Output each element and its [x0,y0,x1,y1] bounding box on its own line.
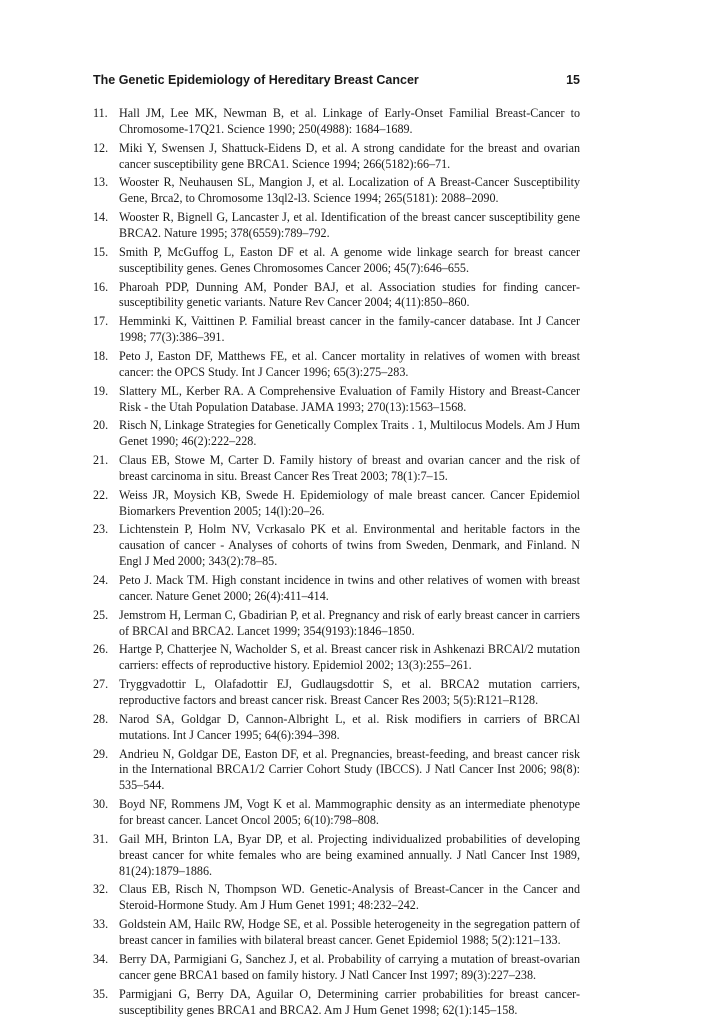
reference-number: 23. [93,522,109,537]
reference-text: Miki Y, Swensen J, Shattuck-Eidens D, et al. A strong candidate for the breast and ovarian cancer susceptibility gene BRCA1. Science 1994; 266(5182):66–71. [119,140,580,171]
reference-item [93,573,580,605]
reference-text: Peto J, Easton DF, Matthews FE, et al. Cancer mortality in relatives of women with breast cancer: the OPCS Study. Int J Cancer 1996; 65(3):275–283. [119,348,580,379]
reference-item [93,488,580,520]
reference-text: Hall JM, Lee MK, Newman B, et al. Linkage of Early-Onset Familial Breast-Cancer to Chromosome-17Q21. Science 1990; 250(4988): 1684–1689. [119,106,580,136]
reference-item [93,987,580,1019]
reference-number: 31. [93,831,109,846]
reference-number: 24. [93,573,109,588]
reference-number: 19. [93,383,109,398]
reference-text: Pharoah PDP, Dunning AM, Ponder BAJ, et al. Association studies for finding cancer-susceptibility genetic variants. Nature Rev Cancer 2004; 4(11):850–860. [119,279,580,310]
reference-item [93,642,580,674]
reference-text: Claus EB, Stowe M, Carter D. Family history of breast and ovarian cancer and the risk of breast carcinoma in situ. Breast Cancer Res Treat 2003; 78(1):7–15. [119,453,580,483]
reference-item [93,141,580,173]
reference-item [93,245,580,277]
reference-item [93,712,580,744]
reference-text: Boyd NF, Rommens JM, Vogt K et al. Mammographic density as an intermediate phenotype for breast cancer. Lancet Oncol 2005; 6(10):798–808. [119,797,580,828]
reference-item [93,608,580,640]
reference-item [93,797,580,829]
reference-text: Claus EB, Risch N, Thompson WD. Genetic-Analysis of Breast-Cancer in the Cancer and Steroid-Hormone Study. Am J Hum Genet 1991; 48:232–242. [119,882,580,913]
running-header [93,73,580,87]
reference-number: 12. [93,140,109,155]
reference-number: 30. [93,797,109,812]
reference-item [93,210,580,242]
reference-number: 16. [93,279,109,294]
running-title: The Genetic Epidemiology of Hereditary Breast Cancer [93,73,419,87]
reference-number: 15. [93,244,109,259]
reference-text: Narod SA, Goldgar D, Cannon-Albright L, et al. Risk modifiers in carriers of BRCAl mutations. Int J Cancer 1995; 64(6):394–398. [119,711,580,742]
reference-text: Hartge P, Chatterjee N, Wacholder S, et al. Breast cancer risk in Ashkenazi BRCAl/2 mutation carriers: effects of reproductive history. Epidemiol 2002; 13(3):255–261. [119,642,580,673]
reference-text: Jemstrom H, Lerman C, Gbadirian P, et al. Pregnancy and risk of early breast cancer in carriers of BRCAl and BRCA2. Lancet 1999; 354(9193):1846–1850. [119,607,580,638]
reference-number: 32. [93,882,109,897]
reference-item [93,349,580,381]
reference-text: Tryggvadottir L, Olafadottir EJ, Gudlaugsdottir S, et al. BRCA2 mutation carriers, reproductive factors and breast cancer risk. Breast Cancer Res 2003; 5(5):R121–R128. [119,677,580,708]
reference-item [93,280,580,312]
reference-number: 17. [93,314,109,329]
reference-number: 20. [93,418,109,433]
reference-item [93,522,580,570]
reference-number: 13. [93,175,109,190]
reference-text: Wooster R, Neuhausen SL, Mangion J, et al. Localization of A Breast-Cancer Susceptibility Gene, Brca2, to Chromosome 13ql2-l3. Science 1994; 265(5181): 2088–2090. [119,175,580,206]
reference-text: Goldstein AM, Hailc RW, Hodge SE, et al. Possible heterogeneity in the segregation pattern of breast cancer in families with bilateral breast cancer. Genet Epidemiol 1988; 5(2):121–133. [119,917,580,948]
reference-text: Berry DA, Parmigiani G, Sanchez J, et al. Probability of carrying a mutation of breast-ovarian cancer gene BRCA1 based on family history. J Natl Cancer Inst 1997; 89(3):227–238. [119,951,580,982]
reference-item [93,453,580,485]
reference-number: 11. [93,106,108,120]
reference-text: Andrieu N, Goldgar DE, Easton DF, et al. Pregnancies, breast-feeding, and breast cancer risk in the International BRCA1/2 Carrier Cohort Study (IBCCS). J Natl Cancer Inst 2006; 98(8): 535–544. [119,746,580,793]
reference-text: Hemminki K, Vaittinen P. Familial breast cancer in the family-cancer database. Int J Cancer 1998; 77(3):386–391. [119,314,580,345]
reference-number: 25. [93,607,109,622]
reference-number: 34. [93,951,109,966]
reference-list [93,106,580,1021]
reference-text: Slattery ML, Kerber RA. A Comprehensive Evaluation of Family History and Breast-Cancer Risk - the Utah Population Database. JAMA 1993; 270(13):1563–1568. [119,383,580,414]
reference-item [93,314,580,346]
reference-number: 14. [93,210,109,225]
reference-number: 33. [93,917,109,932]
reference-text: Peto J. Mack TM. High constant incidence in twins and other relatives of women with breast cancer. Nature Genet 2000; 26(4):411–414. [119,573,580,603]
reference-item [93,418,580,450]
reference-item [93,175,580,207]
reference-text: Smith P, McGuffog L, Easton DF et al. A genome wide linkage search for breast cancer susceptibility genes. Genes Chromosomes Cancer 2006; 45(7):646–655. [119,244,580,275]
reference-item [93,677,580,709]
reference-number: 22. [93,487,109,502]
reference-item [93,384,580,416]
reference-text: Weiss JR, Moysich KB, Swede H. Epidemiology of male breast cancer. Cancer Epidemiol Biomarkers Prevention 2005; 14(l):20–26. [119,487,580,518]
reference-number: 18. [93,348,109,363]
reference-item [93,917,580,949]
reference-item [93,106,580,138]
reference-text: Gail MH, Brinton LA, Byar DP, et al. Projecting individualized probabilities of developing breast cancer for white females who are being examined annually. J Natl Cancer Inst 1989, 81(24):1879–1886. [119,831,580,878]
page-number: 15 [566,73,580,87]
reference-text: Parmigjani G, Berry DA, Aguilar O, Determining carrier probabilities for breast cancer-susceptibility genes BRCA1 and BRCA2. Am J Hum Genet 1998; 62(1):145–158. [119,986,580,1017]
reference-item [93,882,580,914]
reference-number: 35. [93,986,109,1001]
reference-number: 26. [93,642,109,657]
reference-item [93,747,580,795]
reference-number: 28. [93,711,109,726]
reference-number: 21. [93,453,109,468]
reference-text: Wooster R, Bignell G, Lancaster J, et al. Identification of the breast cancer susceptibility gene BRCA2. Nature 1995; 378(6559):789–792. [119,210,580,241]
reference-item [93,832,580,880]
reference-item [93,952,580,984]
reference-text: Lichtenstein P, Holm NV, Vcrkasalo PK et al. Environmental and heritable factors in the causation of cancer - Analyses of cohorts of twins from Sweden, Denmark, and Finland. N Engl J Med 2000; 343(2):78–85. [119,522,580,569]
reference-number: 29. [93,746,109,761]
reference-number: 27. [93,677,109,692]
reference-text: Risch N, Linkage Strategies for Genetically Complex Traits . 1, Multilocus Models. Am J Hum Genet 1990; 46(2):222–228. [119,418,580,449]
